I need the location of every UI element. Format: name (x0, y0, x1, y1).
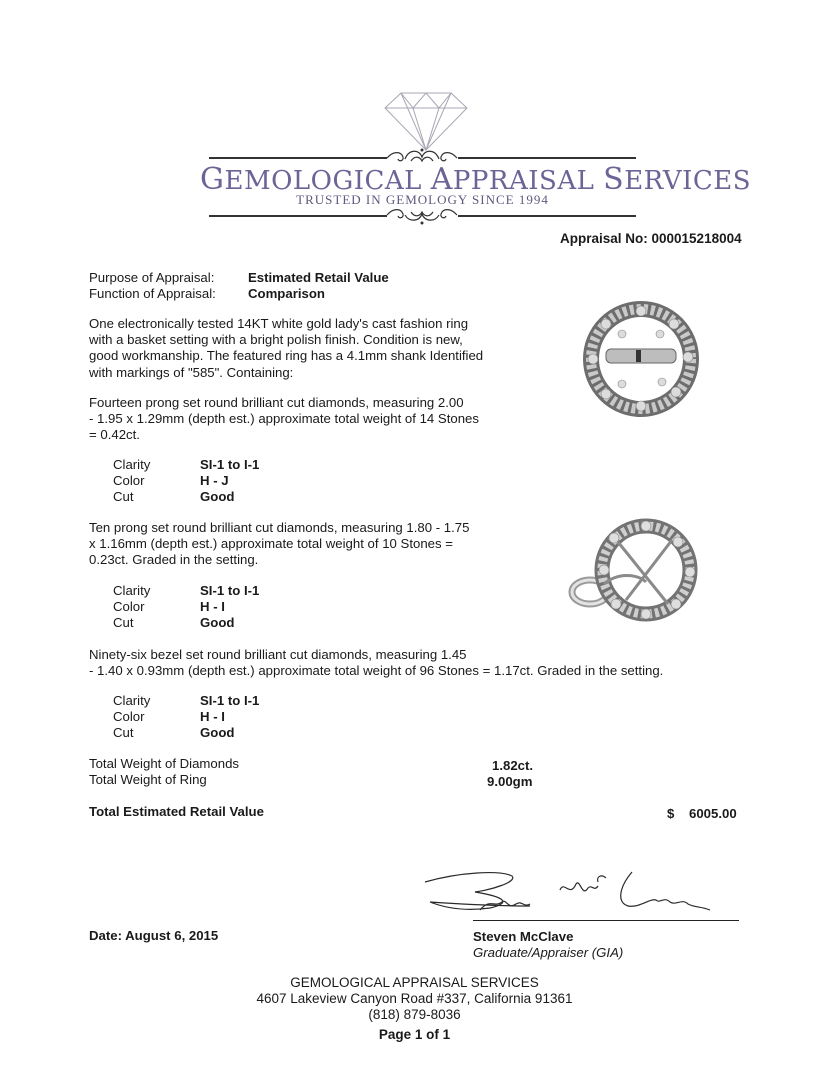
clarity-value: SI-1 to I-1 (200, 693, 260, 708)
total-diamond-weight-value: 1.82ct. (492, 758, 534, 773)
cut-value: Good (200, 489, 235, 504)
color-value: H - I (200, 709, 225, 724)
total-ring-weight-label: Total Weight of Ring (89, 772, 207, 787)
function-value: Comparison (248, 286, 325, 301)
cut-label: Cut (113, 615, 134, 630)
stone-line: Fourteen prong set round brilliant cut diamonds, measuring 2.00 (89, 395, 464, 410)
appraisal-date: Date: August 6, 2015 (89, 928, 219, 943)
clarity-value: SI-1 to I-1 (200, 583, 260, 598)
currency-symbol: $ (667, 806, 675, 821)
ring-top-view-image (578, 300, 704, 418)
appraiser-signature (420, 862, 740, 922)
clarity-label: Clarity (113, 693, 151, 708)
total-retail-value-label: Total Estimated Retail Value (89, 804, 264, 819)
color-value: H - J (200, 473, 229, 488)
stone-line: - 1.95 x 1.29mm (depth est.) approximate total weight of 14 Stones (89, 411, 479, 427)
stone-line: Ninety-six bezel set round brilliant cut diamonds, measuring 1.45 (89, 647, 467, 662)
total-ring-weight-value: 9.00gm (487, 774, 533, 789)
color-value: H - I (200, 599, 225, 614)
logo-rule (209, 215, 387, 217)
description-line: One electronically tested 14KT white gold lady's cast fashion ring (89, 316, 469, 331)
logo-rule (209, 157, 387, 159)
purpose-label: Purpose of Appraisal: (89, 270, 215, 285)
stone-line: - 1.40 x 0.93mm (depth est.) approximate total weight of 96 Stones = 1.17ct. Graded in the setting. (89, 663, 664, 679)
logo-rule (458, 215, 636, 217)
footer-phone: (818) 879-8036 (368, 1007, 461, 1022)
company-tagline: TRUSTED IN GEMOLOGY SINCE 1994 (296, 192, 549, 207)
stone-group-description (89, 520, 469, 569)
cut-label: Cut (113, 489, 134, 504)
flourish-ornament-icon (385, 204, 459, 226)
footer-company: GEMOLOGICAL APPRAISAL SERVICES (290, 975, 539, 990)
color-label: Color (113, 473, 145, 488)
appraiser-name: Steven McClave (473, 929, 574, 944)
purpose-value: Estimated Retail Value (248, 270, 389, 285)
ring-side-view-image (568, 512, 698, 642)
signature-line (473, 920, 739, 921)
diamond-icon (383, 90, 469, 152)
description-line: with a basket setting with a bright polish finish. Condition is new, (89, 332, 463, 348)
function-label: Function of Appraisal: (89, 286, 216, 301)
total-retail-value: 6005.00 (689, 806, 737, 821)
stone-line: = 0.42ct. (89, 427, 140, 443)
cut-label: Cut (113, 725, 134, 740)
clarity-value: SI-1 to I-1 (200, 457, 260, 472)
clarity-label: Clarity (113, 457, 151, 472)
description-line: with markings of "585". Containing: (89, 364, 294, 380)
total-diamond-weight-label: Total Weight of Diamonds (89, 756, 240, 771)
company-logo-title: GEMOLOGICAL APPRAISAL SERVICES (200, 162, 752, 197)
appraisal-number: Appraisal No: 000015218004 (560, 231, 742, 246)
footer-address: 4607 Lakeview Canyon Road #337, California 91361 (256, 991, 573, 1006)
page-number: Page 1 of 1 (378, 1027, 451, 1042)
appraiser-title: Graduate/Appraiser (GIA) (473, 945, 624, 960)
color-label: Color (113, 599, 145, 614)
description-line: good workmanship. The featured ring has a 4.1mm shank Identified (89, 348, 484, 364)
stone-line: Ten prong set round brilliant cut diamonds, measuring 1.80 - 1.75 (89, 520, 470, 535)
logo-rule (458, 157, 636, 159)
stone-group-description (89, 395, 479, 444)
cut-value: Good (200, 725, 235, 740)
color-label: Color (113, 709, 145, 724)
ring-description (89, 316, 483, 381)
cut-value: Good (200, 615, 235, 630)
stone-line: x 1.16mm (depth est.) approximate total weight of 10 Stones = (89, 536, 453, 552)
stone-line: 0.23ct. Graded in the setting. (89, 552, 259, 568)
stone-group-description (89, 647, 663, 679)
clarity-label: Clarity (113, 583, 151, 598)
